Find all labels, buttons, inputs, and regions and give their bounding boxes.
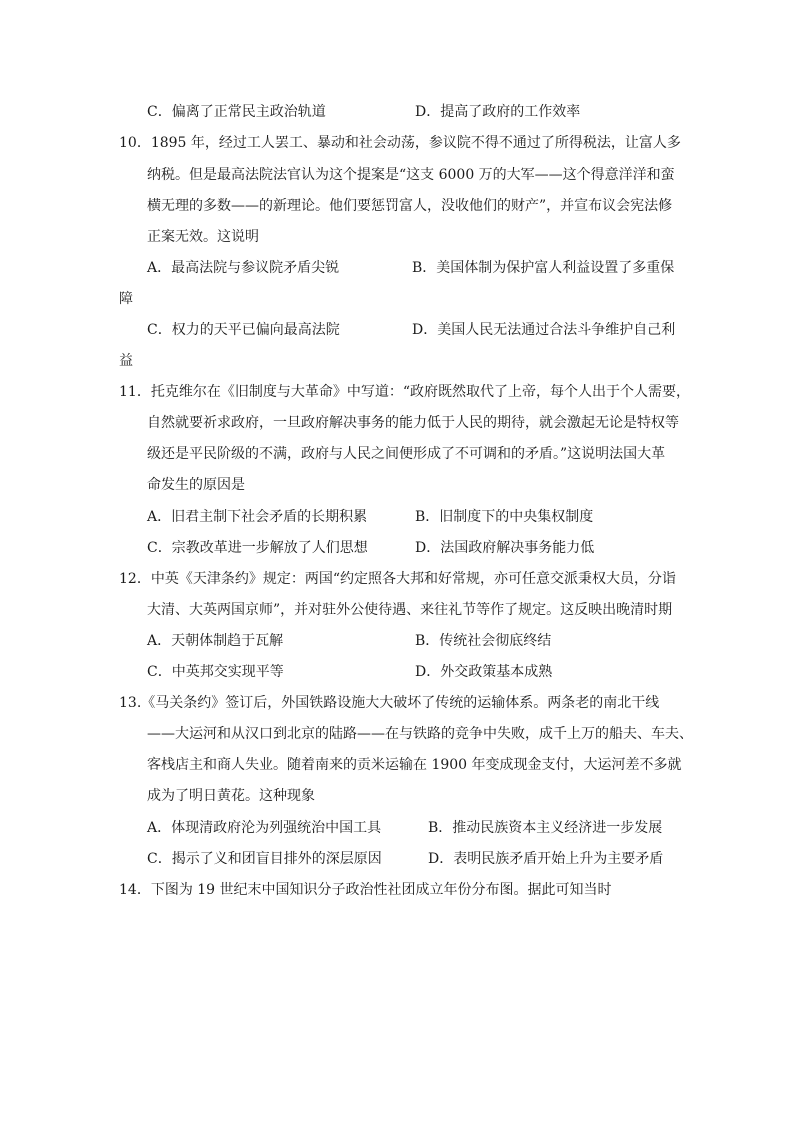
q11-option-d: D．法国政府解决事务能力低 xyxy=(415,540,595,556)
q14-stem-line-1: 14．下图为 19 世纪末中国知识分子政治性社团成立年份分布图。据此可知当时 xyxy=(119,882,612,898)
q10-option-b-wrap: 障 xyxy=(119,291,133,307)
q11-stem-line-4: 命发生的原因是 xyxy=(147,477,245,493)
q13-stem-line-1: 13.《马关条约》签订后，外国铁路设施大大破坏了传统的运输体系。两条老的南北干线 xyxy=(119,695,660,711)
q13-stem-line-4: 成为了明日黄花。这种现象 xyxy=(147,788,315,804)
q10-option-a: A．最高法院与参议院矛盾尖锐 xyxy=(147,260,340,276)
q11-stem-line-1: 11．托克维尔在《旧制度与大革命》中写道：“政府既然取代了上帝，每个人出于个人需要， xyxy=(119,384,690,400)
q11-option-a: A．旧君主制下社会矛盾的长期积累 xyxy=(147,509,368,525)
q10-stem-line-3: 横无理的多数——的新理论。他们要惩罚富人，没收他们的财产”，并宣布议会宪法修 xyxy=(147,198,673,214)
q10-stem-line-4: 正案无效。这说明 xyxy=(147,229,259,245)
q12-stem-line-2: 大清、大英两国京师”，并对驻外公使待遇、来往礼节等作了规定。这反映出晚清时期 xyxy=(147,602,673,618)
q13-stem-line-3: 客栈店主和商人失业。随着南来的贡米运输在 1900 年变成现金支付，大运河差不多就 xyxy=(147,757,682,773)
q12-option-d: D．外交政策基本成熟 xyxy=(415,664,553,680)
q13-option-d: D．表明民族矛盾开始上升为主要矛盾 xyxy=(428,851,664,867)
q11-option-c: C．宗教改革进一步解放了人们思想 xyxy=(147,540,368,556)
q9-option-c: C．偏离了正常民主政治轨道 xyxy=(147,104,326,120)
q11-stem-line-2: 自然就要祈求政府，一旦政府解决事务的能力低于人民的期待，就会激起无论是特权等 xyxy=(147,415,679,431)
q12-option-b: B．传统社会彻底终结 xyxy=(415,633,552,649)
q10-stem-line-2: 纳税。但是最高法院法官认为这个提案是“这支 6000 万的大军——这个得意洋洋和蛮 xyxy=(147,167,675,183)
q10-option-b: B．美国体制为保护富人利益设置了多重保 xyxy=(412,260,675,276)
q11-option-b: B．旧制度下的中央集权制度 xyxy=(415,509,594,525)
q11-stem-line-3: 级还是平民阶级的不满，政府与人民之间便形成了不可调和的矛盾。”这说明法国大革 xyxy=(147,446,666,462)
q13-option-a: A．体现清政府沦为列强统治中国工具 xyxy=(147,820,382,836)
q9-option-d: D．提高了政府的工作效率 xyxy=(415,104,581,120)
q10-stem-line-1: 10．1895 年，经过工人罢工、暴动和社会动荡，参议院不得不通过了所得税法，让富人多 xyxy=(119,135,681,151)
q10-option-d-wrap: 益 xyxy=(119,353,133,369)
q13-option-c: C．揭示了义和团盲目排外的深层原因 xyxy=(147,851,382,867)
q10-option-c: C．权力的天平已偏向最高法院 xyxy=(147,322,340,338)
q13-option-b: B．推动民族资本主义经济进一步发展 xyxy=(428,820,663,836)
q10-option-d: D．美国人民无法通过合法斗争维护自己利 xyxy=(412,322,676,338)
q12-option-c: C．中英邦交实现平等 xyxy=(147,664,284,680)
q13-stem-line-2: ——大运河和从汉口到北京的陆路——在与铁路的竞争中失败，成千上万的船夫、车夫、 xyxy=(147,726,693,742)
q12-option-a: A．天朝体制趋于瓦解 xyxy=(147,633,284,649)
q12-stem-line-1: 12．中英《天津条约》规定：两国“约定照各大邦和好常规，亦可任意交派秉权大员，分诣 xyxy=(119,571,676,587)
